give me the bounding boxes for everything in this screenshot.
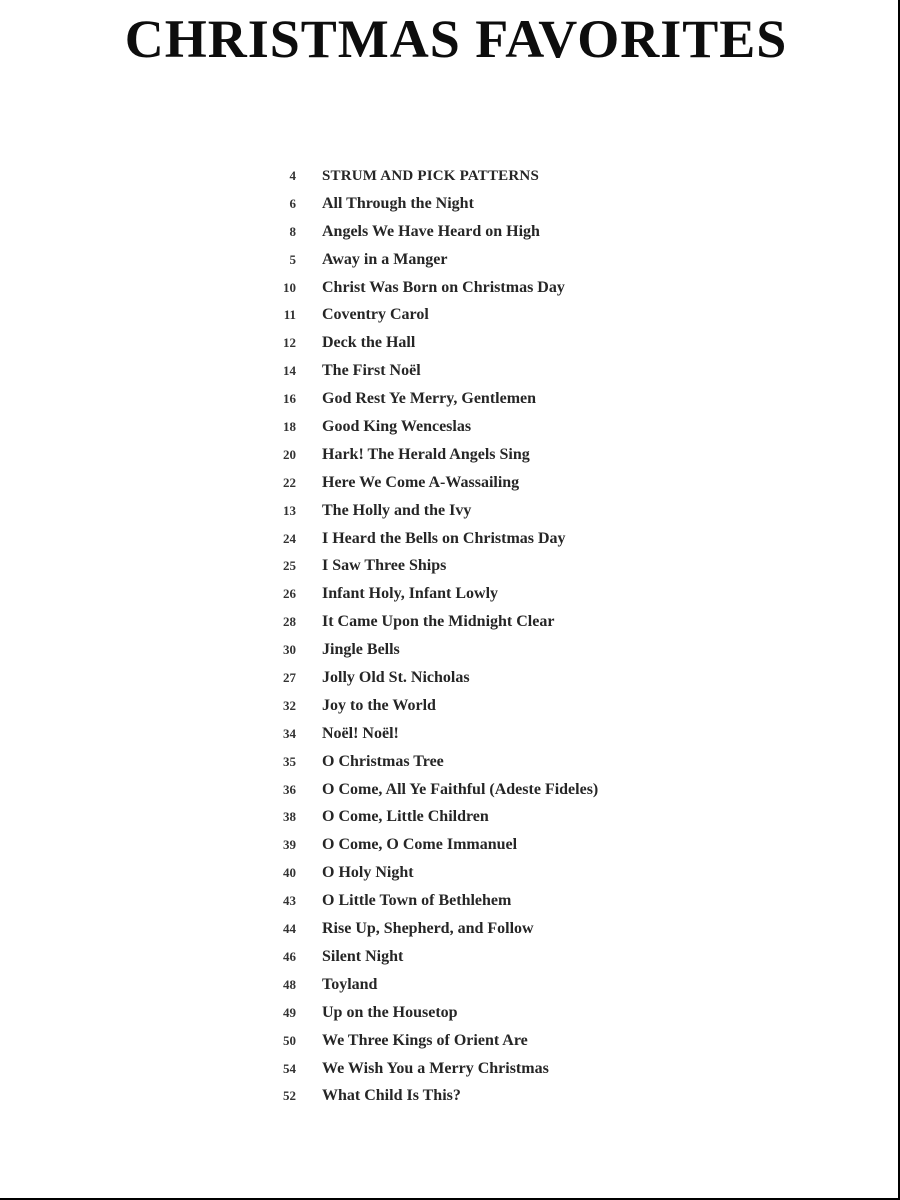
toc-song-title: Good King Wenceslas bbox=[322, 418, 472, 436]
toc-entry bbox=[266, 246, 598, 274]
toc-page-number: 48 bbox=[283, 976, 296, 992]
toc-entry bbox=[266, 720, 598, 748]
toc-entry bbox=[266, 803, 598, 831]
table-of-contents bbox=[266, 162, 598, 1110]
toc-page-number: 35 bbox=[283, 753, 296, 769]
toc-song-title: I Saw Three Ships bbox=[322, 557, 447, 575]
toc-page-number: 49 bbox=[283, 1004, 296, 1020]
toc-song-title: Infant Holy, Infant Lowly bbox=[322, 585, 499, 603]
toc-song-title: The First Noël bbox=[322, 362, 421, 380]
toc-page-number: 52 bbox=[283, 1088, 296, 1104]
toc-entry bbox=[266, 497, 598, 525]
toc-page-number: 28 bbox=[283, 614, 296, 630]
toc-page-number: 6 bbox=[289, 195, 296, 211]
toc-page-number: 34 bbox=[283, 725, 296, 741]
toc-song-title: I Heard the Bells on Christmas Day bbox=[322, 529, 566, 547]
toc-entry bbox=[266, 274, 598, 302]
toc-entry bbox=[266, 162, 598, 190]
toc-entry bbox=[266, 1055, 598, 1083]
toc-entry bbox=[266, 1027, 598, 1055]
toc-page-number: 16 bbox=[283, 391, 296, 407]
toc-song-title: O Holy Night bbox=[322, 864, 414, 882]
toc-page-number: 43 bbox=[283, 893, 296, 909]
toc-entry bbox=[266, 971, 598, 999]
toc-page-number: 26 bbox=[283, 586, 296, 602]
toc-page-number: 22 bbox=[283, 474, 296, 490]
toc-entry bbox=[266, 915, 598, 943]
toc-page-number: 10 bbox=[283, 279, 296, 295]
toc-page-number: 8 bbox=[289, 223, 296, 239]
toc-page-number: 38 bbox=[283, 809, 296, 825]
toc-entry bbox=[266, 943, 598, 971]
toc-entry bbox=[266, 525, 598, 553]
toc-song-title: We Three Kings of Orient Are bbox=[322, 1031, 528, 1049]
toc-page-number: 46 bbox=[283, 948, 296, 964]
toc-song-title: Angels We Have Heard on High bbox=[322, 222, 540, 240]
toc-song-title: It Came Upon the Midnight Clear bbox=[322, 613, 555, 631]
toc-entry bbox=[266, 859, 598, 887]
toc-song-title: God Rest Ye Merry, Gentlemen bbox=[322, 390, 537, 408]
toc-entry bbox=[266, 413, 598, 441]
toc-song-title: Silent Night bbox=[322, 947, 404, 965]
toc-page-number: 39 bbox=[283, 837, 296, 853]
toc-song-title: O Christmas Tree bbox=[322, 752, 444, 770]
toc-page-number: 20 bbox=[283, 446, 296, 462]
toc-song-title: Here We Come A-Wassailing bbox=[322, 473, 520, 491]
toc-page-number: 12 bbox=[283, 335, 296, 351]
toc-page-number: 54 bbox=[283, 1060, 296, 1076]
toc-page-number: 24 bbox=[283, 530, 296, 546]
toc-entry bbox=[266, 748, 598, 776]
toc-page-number: 25 bbox=[283, 558, 296, 574]
toc-song-title: All Through the Night bbox=[322, 194, 474, 212]
toc-song-title: We Wish You a Merry Christmas bbox=[322, 1059, 549, 1077]
toc-page-number: 11 bbox=[283, 307, 296, 323]
toc-song-title: Jingle Bells bbox=[322, 641, 400, 659]
toc-page-number: 32 bbox=[283, 697, 296, 713]
toc-song-title: O Little Town of Bethlehem bbox=[322, 892, 512, 910]
toc-entry bbox=[266, 999, 598, 1027]
toc-page-number: 4 bbox=[289, 168, 296, 183]
toc-entry bbox=[266, 831, 598, 859]
toc-entry bbox=[266, 552, 598, 580]
toc-song-title: Noël! Noël! bbox=[322, 724, 399, 742]
toc-entry bbox=[266, 692, 598, 720]
page-title: CHRISTMAS FAVORITES bbox=[124, 9, 788, 69]
toc-page-number: 13 bbox=[283, 502, 296, 518]
toc-entry bbox=[266, 441, 598, 469]
toc-song-title: O Come, Little Children bbox=[322, 808, 489, 826]
toc-page-number: 40 bbox=[283, 865, 296, 881]
toc-entry bbox=[266, 608, 598, 636]
toc-song-title: STRUM AND PICK PATTERNS bbox=[322, 168, 539, 184]
toc-song-title: What Child Is This? bbox=[322, 1087, 461, 1105]
toc-song-title: Jolly Old St. Nicholas bbox=[322, 669, 470, 687]
toc-song-title: O Come, All Ye Faithful (Adeste Fideles) bbox=[322, 780, 599, 798]
toc-song-title: Joy to the World bbox=[322, 696, 436, 714]
toc-song-title: O Come, O Come Immanuel bbox=[322, 836, 518, 854]
toc-entry bbox=[266, 357, 598, 385]
toc-page-number: 14 bbox=[283, 363, 296, 379]
toc-entry bbox=[266, 664, 598, 692]
toc-page-number: 5 bbox=[289, 251, 296, 267]
toc-entry bbox=[266, 190, 598, 218]
toc-song-title: Hark! The Herald Angels Sing bbox=[322, 445, 530, 463]
toc-page-number: 27 bbox=[283, 670, 296, 686]
toc-entry bbox=[266, 580, 598, 608]
toc-entry bbox=[266, 301, 598, 329]
toc-entry bbox=[266, 218, 598, 246]
toc-song-title: Deck the Hall bbox=[322, 334, 416, 352]
toc-entry bbox=[266, 776, 598, 804]
toc-song-title: Rise Up, Shepherd, and Follow bbox=[322, 920, 534, 938]
toc-entry bbox=[266, 887, 598, 915]
toc-page-number: 36 bbox=[283, 781, 296, 797]
toc-song-title: Up on the Housetop bbox=[322, 1003, 458, 1021]
toc-entry bbox=[266, 385, 598, 413]
toc-page-number: 18 bbox=[283, 419, 296, 435]
toc-song-title: Toyland bbox=[322, 975, 378, 993]
toc-entry bbox=[266, 636, 598, 664]
toc-song-title: The Holly and the Ivy bbox=[322, 501, 472, 519]
toc-page-number: 50 bbox=[283, 1032, 296, 1048]
toc-song-title: Coventry Carol bbox=[322, 306, 429, 324]
toc-song-title: Away in a Manger bbox=[322, 250, 448, 268]
toc-song-title: Christ Was Born on Christmas Day bbox=[322, 278, 565, 296]
toc-entry bbox=[266, 469, 598, 497]
toc-page-number: 44 bbox=[283, 921, 296, 937]
toc-entry bbox=[266, 1082, 598, 1110]
toc-entry bbox=[266, 329, 598, 357]
toc-page-number: 30 bbox=[283, 642, 296, 658]
